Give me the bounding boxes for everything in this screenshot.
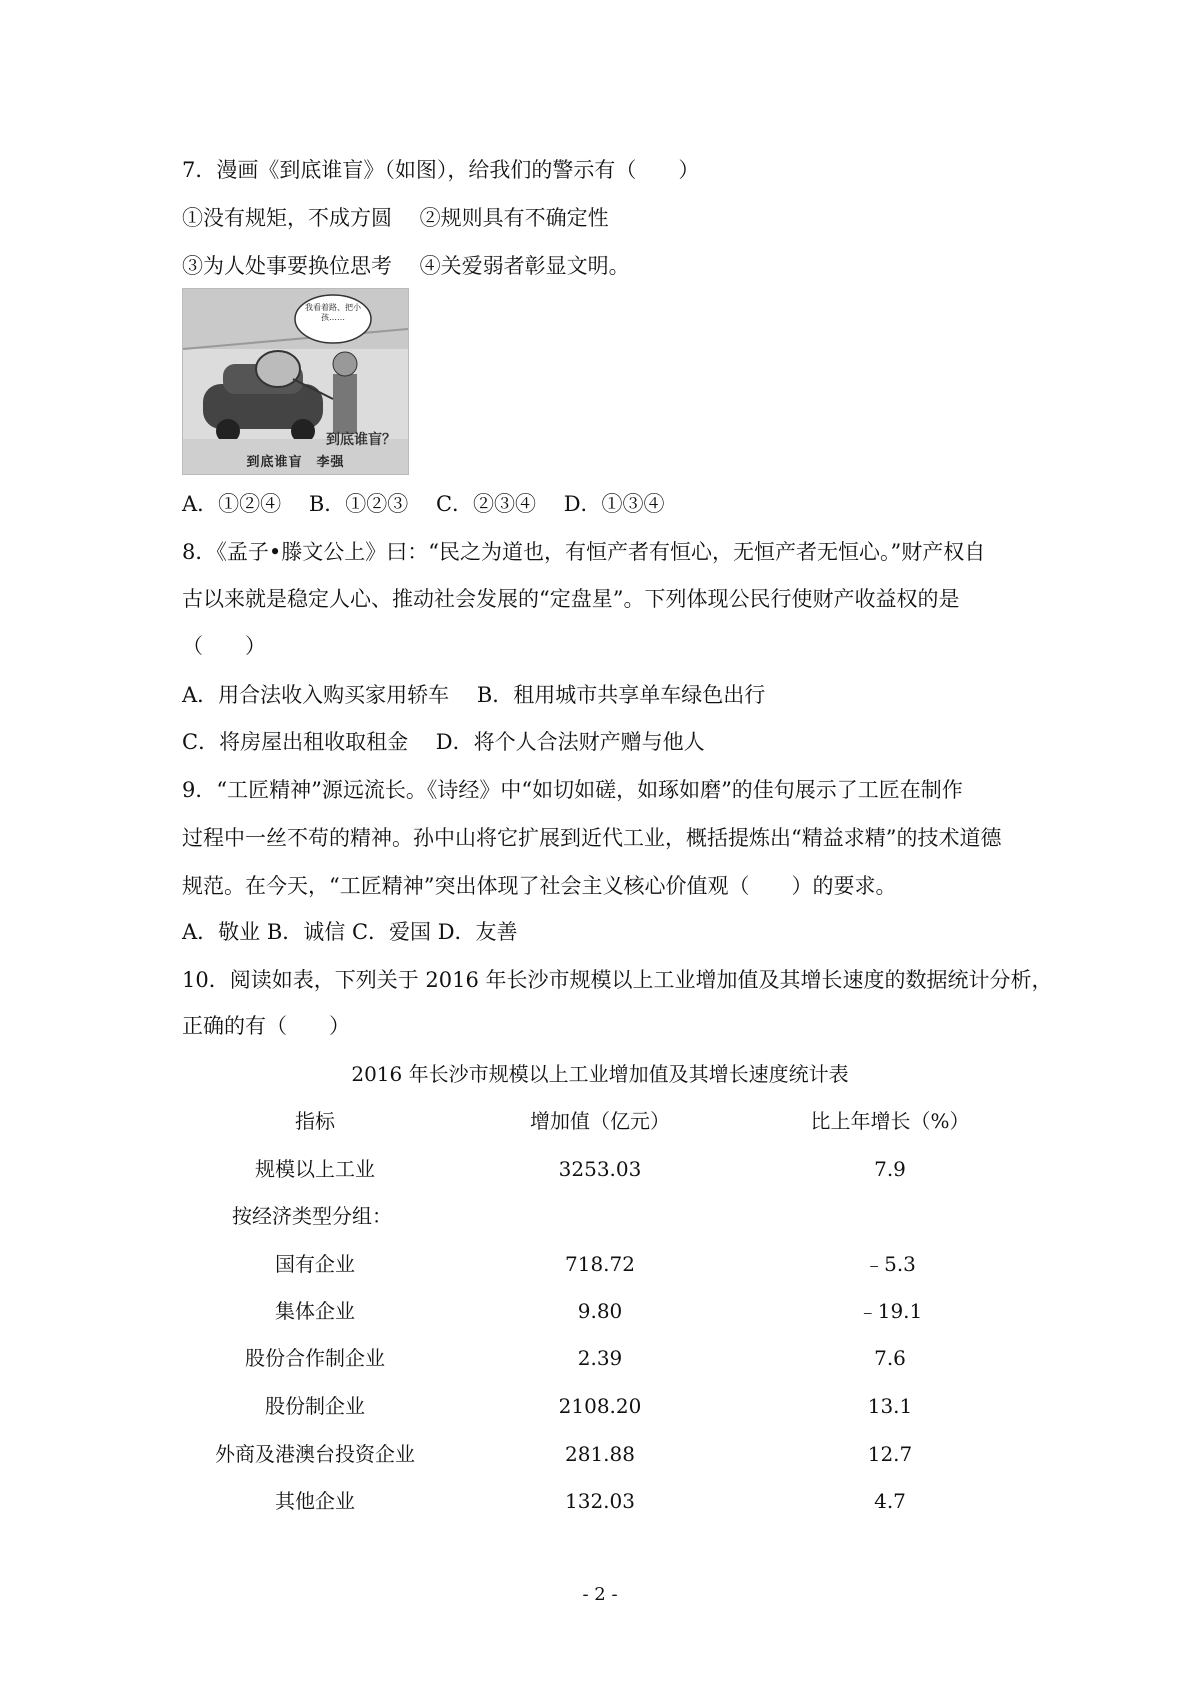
q10-stem-2: 正确的有（ ） xyxy=(182,1014,350,1038)
comic-caption: 到底谁盲 李强 xyxy=(246,455,345,470)
table-cell-value: 281.88 xyxy=(565,1442,635,1466)
q7-statements-2: ③为人处事要换位思考 ④关爱弱者彰显文明。 xyxy=(182,254,630,278)
table-row xyxy=(0,1439,1200,1469)
table-row xyxy=(0,1296,1200,1326)
q8-options-1: A．用合法收入购买家用轿车 B．租用城市共享单车绿色出行 xyxy=(182,683,766,707)
table-row xyxy=(0,1343,1200,1373)
table-cell-label: 规模以上工业 xyxy=(255,1157,375,1181)
table-header: 增加值（亿元） xyxy=(530,1109,670,1133)
q7-answer-options: A．①②④ B．①②③ C．②③④ D．①③④ xyxy=(182,492,665,516)
table-cell-growth: ﹣5.3 xyxy=(864,1252,916,1276)
q9-stem-1: 9．“工匠精神”源远流长。《诗经》中“如切如磋，如琢如磨”的佳句展示了工匠在制作 xyxy=(182,778,963,802)
q8-stem-1: 8．《孟子•滕文公上》曰：“民之为道也，有恒产者有恒心，无恒产者无恒心。”财产权自 xyxy=(182,540,986,564)
q7-stem: 7．漫画《到底谁盲》（如图），给我们的警示有（ ） xyxy=(182,158,700,182)
table-row xyxy=(0,1486,1200,1516)
q8-options-2: C．将房屋出租收取租金 D．将个人合法财产赠与他人 xyxy=(182,730,705,754)
comic-image xyxy=(182,288,409,475)
table-cell-value: 132.03 xyxy=(565,1489,635,1513)
table-cell-label: 股份制企业 xyxy=(265,1394,365,1418)
q8-stem-3: （ ） xyxy=(182,634,266,658)
table-cell-growth: 7.9 xyxy=(874,1157,906,1181)
table-cell-growth: ﹣19.1 xyxy=(857,1299,923,1323)
q9-stem-2: 过程中一丝不苟的精神。孙中山将它扩展到近代工业，概括提炼出“精益求精”的技术道德 xyxy=(182,826,1002,850)
table-row-total xyxy=(0,1154,1200,1184)
table-cell-value: 9.80 xyxy=(577,1299,623,1323)
q8-stem-2: 古以来就是稳定人心、推动社会发展的“定盘星”。下列体现公民行使财产收益权的是 xyxy=(182,587,960,611)
page-number: - 2 - xyxy=(582,1584,618,1605)
comic-title: 到底谁盲？ xyxy=(326,432,396,448)
table-group-label: 按经济类型分组： xyxy=(232,1204,392,1228)
q7-statements-1: ①没有规矩，不成方圆 ②规则具有不确定性 xyxy=(182,206,609,230)
table-cell-label: 股份合作制企业 xyxy=(245,1346,385,1370)
comic-speech-bubble: 我看着路、把小孩…… xyxy=(305,303,361,322)
q10-stem-1: 10．阅读如表，下列关于 2016 年长沙市规模以上工业增加值及其增长速度的数据统计分析， xyxy=(182,968,1053,992)
table-cell-value: 2108.20 xyxy=(558,1394,642,1418)
table-title: 2016 年长沙市规模以上工业增加值及其增长速度统计表 xyxy=(351,1062,849,1086)
table-cell-value: 2.39 xyxy=(577,1346,623,1370)
table-row xyxy=(0,1391,1200,1421)
table-cell-label: 外商及港澳台投资企业 xyxy=(215,1442,415,1466)
table-cell-growth: 4.7 xyxy=(874,1489,906,1513)
table-cell-growth: 12.7 xyxy=(867,1442,913,1466)
q9-answer-options: A．敬业 B．诚信 C．爱国 D．友善 xyxy=(182,920,518,944)
table-cell-label: 国有企业 xyxy=(275,1252,355,1276)
table-cell-value: 3253.03 xyxy=(558,1157,642,1181)
table-row xyxy=(0,1249,1200,1279)
table-cell-label: 集体企业 xyxy=(275,1299,355,1323)
table-cell-value: 718.72 xyxy=(565,1252,635,1276)
table-cell-label: 其他企业 xyxy=(275,1489,355,1513)
table-header: 比上年增长（%） xyxy=(810,1109,970,1133)
table-cell-growth: 13.1 xyxy=(867,1394,913,1418)
q9-stem-3: 规范。在今天，“工匠精神”突出体现了社会主义核心价值观（ ）的要求。 xyxy=(182,874,897,898)
table-header: 指标 xyxy=(295,1109,335,1133)
table-header-row xyxy=(0,1106,1200,1136)
table-cell-growth: 7.6 xyxy=(874,1346,906,1370)
